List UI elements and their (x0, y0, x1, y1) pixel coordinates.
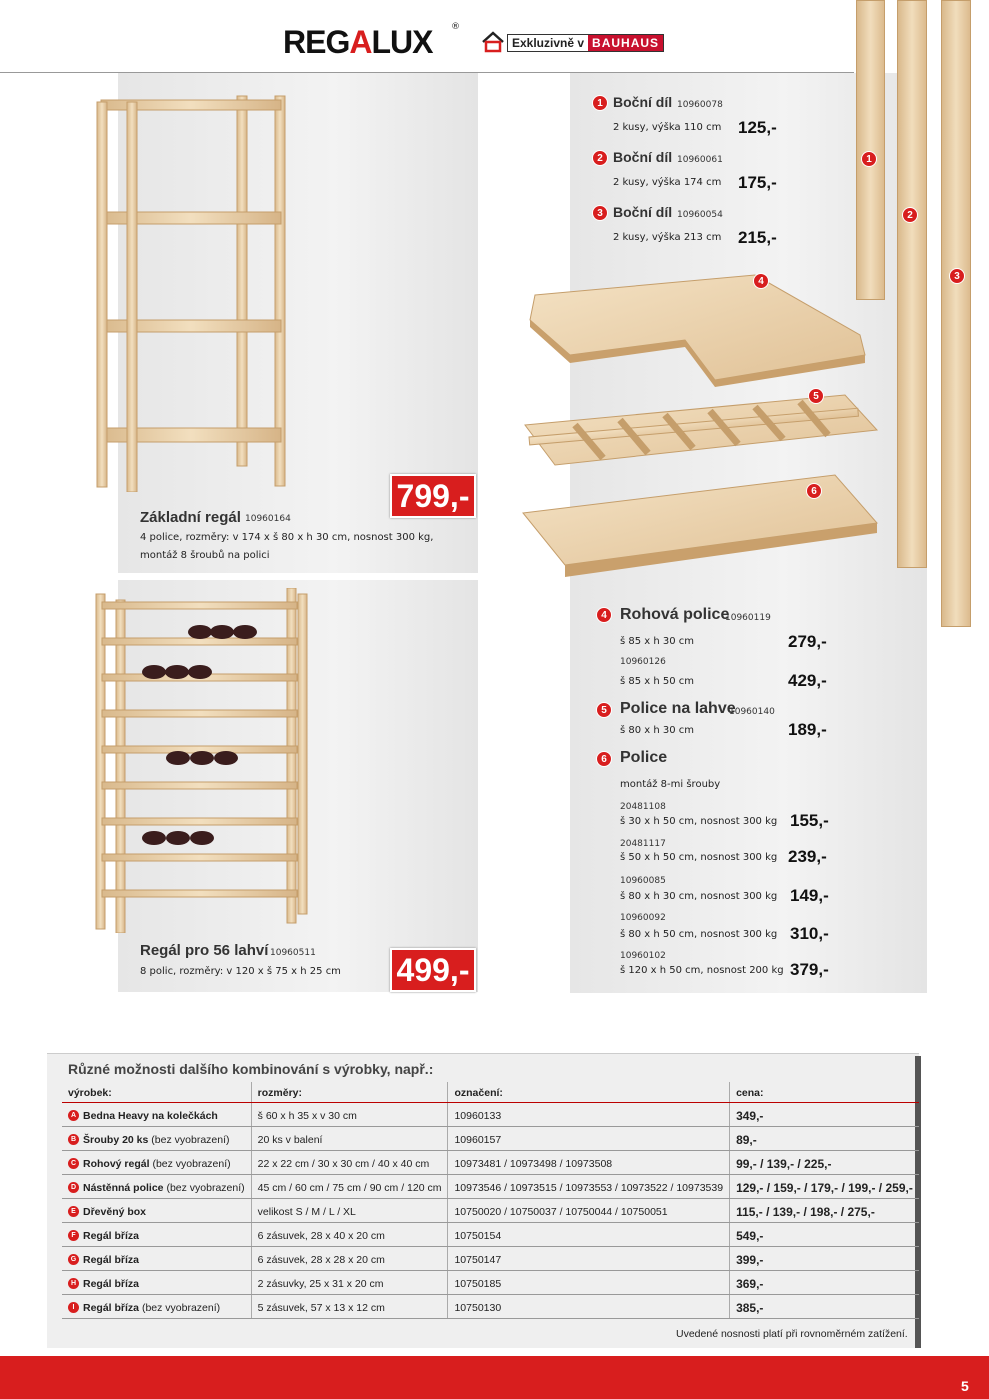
wine-rack-name: Regál pro 56 lahví (140, 942, 269, 959)
marker-2-icon: 2 (592, 150, 608, 166)
wine-rack-code: 10960511 (270, 948, 316, 958)
bottle-shelf-name: Police na lahve (620, 700, 736, 717)
price-cell: 89,- (730, 1127, 919, 1151)
basic-shelf-desc-1: 4 police, rozměry: v 174 x š 80 x h 30 cm, nosnost 300 kg, (140, 532, 434, 543)
product-name: Regál bříza (83, 1301, 140, 1314)
code-cell: 10750020 / 10750037 / 10750044 / 10750051 (448, 1199, 730, 1223)
product-cell (62, 1151, 251, 1175)
product-extra: (bez vyobrazení) (141, 1301, 221, 1314)
basic-shelf-name: Základní regál (140, 509, 241, 526)
wine-rack-image (92, 588, 310, 933)
page-number: 5 (961, 1378, 969, 1394)
row-letter-icon: F (68, 1230, 79, 1241)
price-cell: 349,- (730, 1103, 919, 1127)
shelf-item-desc: š 50 x h 50 cm, nosnost 300 kg (620, 852, 778, 863)
shelf-item-desc: š 80 x h 30 cm, nosnost 300 kg (620, 891, 778, 902)
corner-shelf-name: Rohová police (620, 606, 730, 623)
code-cell: 10750154 (448, 1223, 730, 1247)
row-letter-icon: A (68, 1110, 79, 1121)
corner-shelf-marker-icon: 4 (596, 607, 612, 623)
corner-shelf-dim-2: š 85 x h 50 cm (620, 676, 695, 687)
col-header: výrobek: (62, 1082, 251, 1103)
row-letter-icon: G (68, 1254, 79, 1265)
code-cell: 10973546 / 10973515 / 10973553 / 10973522 / 10973539 (448, 1175, 730, 1199)
side-part-2-price: 175,- (738, 173, 777, 192)
side-part-3-desc: 2 kusy, výška 213 cm (613, 232, 722, 243)
side-part-plank-2 (897, 0, 927, 568)
side-part-1-price: 125,- (738, 118, 777, 137)
product-cell (62, 1199, 251, 1223)
side-part-2-desc: 2 kusy, výška 174 cm (613, 177, 722, 188)
product-cell (62, 1247, 251, 1271)
product-name: Šrouby 20 ks (83, 1133, 149, 1146)
shelf-mount: montáž 8-mi šrouby (620, 779, 721, 790)
shelf-item-code: 10960092 (620, 913, 666, 923)
exclusive-badge: Exkluzivně v BAUHAUS (507, 34, 664, 52)
product-name: Nástěnná police (83, 1181, 164, 1194)
plank-marker-2-icon: 2 (902, 207, 918, 223)
corner-shelf-code: 10960119 (725, 613, 771, 623)
corner-shelf-code-2: 10960126 (620, 657, 666, 667)
row-letter-icon: I (68, 1302, 79, 1313)
side-part-1-desc: 2 kusy, výška 110 cm (613, 122, 722, 133)
shelf-item-price: 379,- (790, 960, 829, 979)
table-row (62, 1295, 919, 1319)
product-cell (62, 1127, 251, 1151)
shelf-item-code: 20481117 (620, 839, 666, 849)
shelf-marker-4-icon: 4 (753, 273, 769, 289)
marker-3-icon: 3 (592, 205, 608, 221)
side-part-plank-1 (856, 0, 885, 300)
col-header: cena: (730, 1082, 919, 1103)
basic-shelf-price: 799,- (390, 474, 476, 518)
table-row (62, 1175, 919, 1199)
bottle-shelf-code: 10960140 (729, 707, 775, 717)
dimensions-cell: velikost S / M / L / XL (251, 1199, 448, 1223)
side-part-1-name: Boční díl (613, 94, 673, 110)
product-cell (62, 1295, 251, 1319)
col-header: rozměry: (251, 1082, 448, 1103)
side-part-1-code: 10960078 (677, 100, 723, 110)
wine-rack-price: 499,- (390, 948, 476, 992)
shelf-item-desc: š 80 x h 50 cm, nosnost 300 kg (620, 929, 778, 940)
row-letter-icon: C (68, 1158, 79, 1169)
basic-shelf-image (95, 92, 290, 492)
shelf-name: Police (620, 749, 668, 766)
shelf-item-price: 310,- (790, 924, 829, 943)
shelf-marker-5-icon: 5 (808, 388, 824, 404)
product-extra: (bez vyobrazení) (152, 1157, 231, 1170)
shelf-item-price: 239,- (788, 847, 827, 866)
side-part-2-name: Boční díl (613, 149, 673, 165)
corner-shelf-price-1: 279,- (788, 632, 827, 651)
combination-title: Různé možnosti dalšího kombinování s výrobky, např.: (68, 1061, 434, 1077)
product-extra: (bez vyobrazení) (151, 1133, 230, 1146)
product-name: Rohový regál (83, 1157, 150, 1170)
table-row (62, 1247, 919, 1271)
price-cell: 399,- (730, 1247, 919, 1271)
shelf-illustrations (515, 265, 885, 600)
side-part-plank-3 (941, 0, 971, 627)
product-name: Regál bříza (83, 1229, 140, 1242)
product-name: Regál bříza (83, 1253, 140, 1266)
combination-table (62, 1082, 919, 1319)
bottle-shelf-price: 189,- (788, 720, 827, 739)
marker-1-icon: 1 (592, 95, 608, 111)
table-row (62, 1199, 919, 1223)
product-name: Dřevěný box (83, 1205, 147, 1218)
dimensions-cell: 5 zásuvek, 57 x 13 x 12 cm (251, 1295, 448, 1319)
code-cell: 10960157 (448, 1127, 730, 1151)
dimensions-cell: 22 x 22 cm / 30 x 30 cm / 40 x 40 cm (251, 1151, 448, 1175)
price-cell: 369,- (730, 1271, 919, 1295)
plank-marker-3-icon: 3 (949, 268, 965, 284)
shelf-item-desc: š 120 x h 50 cm, nosnost 200 kg (620, 965, 784, 976)
price-cell: 115,- / 139,- / 198,- / 275,- (730, 1199, 919, 1223)
bottle-shelf-marker-icon: 5 (596, 702, 612, 718)
side-part-3-price: 215,- (738, 228, 777, 247)
product-cell (62, 1103, 251, 1127)
corner-shelf-dim-1: š 85 x h 30 cm (620, 636, 695, 647)
product-name: Regál bříza (83, 1277, 140, 1290)
shelf-item-code: 10960085 (620, 876, 666, 886)
plank-marker-1-icon: 1 (861, 151, 877, 167)
table-row (62, 1271, 919, 1295)
dimensions-cell: 20 ks v balení (251, 1127, 448, 1151)
dimensions-cell: 6 zásuvek, 28 x 28 x 20 cm (251, 1247, 448, 1271)
table-row (62, 1127, 919, 1151)
product-name: Bedna Heavy na kolečkách (83, 1109, 218, 1122)
product-cell (62, 1175, 251, 1199)
corner-shelf-price-2: 429,- (788, 671, 827, 690)
dimensions-cell: 2 zásuvky, 25 x 31 x 20 cm (251, 1271, 448, 1295)
table-row (62, 1151, 919, 1175)
basic-shelf-desc-2: montáž 8 šroubů na polici (140, 550, 270, 561)
code-cell: 10960133 (448, 1103, 730, 1127)
price-cell: 99,- / 139,- / 225,- (730, 1151, 919, 1175)
side-part-3-name: Boční díl (613, 204, 673, 220)
basic-shelf-code: 10960164 (245, 514, 291, 524)
shelf-item-price: 155,- (790, 811, 829, 830)
shelf-marker-icon: 6 (596, 751, 612, 767)
side-part-3-code: 10960054 (677, 210, 723, 220)
bauhaus-house-icon (481, 30, 505, 58)
wine-rack-desc: 8 polic, rozměry: v 120 x š 75 x h 25 cm (140, 966, 341, 977)
shelf-item-desc: š 30 x h 50 cm, nosnost 300 kg (620, 816, 778, 827)
shelf-item-code: 20481108 (620, 802, 666, 812)
code-cell: 10750147 (448, 1247, 730, 1271)
dimensions-cell: 6 zásuvek, 28 x 40 x 20 cm (251, 1223, 448, 1247)
footer-bar (0, 1356, 989, 1399)
price-cell: 129,- / 159,- / 179,- / 199,- / 259,- (730, 1175, 919, 1199)
bottle-shelf-dim: š 80 x h 30 cm (620, 725, 695, 736)
dimensions-cell: š 60 x h 35 x v 30 cm (251, 1103, 448, 1127)
product-cell (62, 1223, 251, 1247)
dimensions-cell: 45 cm / 60 cm / 75 cm / 90 cm / 120 cm (251, 1175, 448, 1199)
regalux-logo: REGALUX (283, 24, 433, 60)
product-extra: (bez vyobrazení) (166, 1181, 245, 1194)
side-part-2-code: 10960061 (677, 155, 723, 165)
row-letter-icon: B (68, 1134, 79, 1145)
code-cell: 10973481 / 10973498 / 10973508 (448, 1151, 730, 1175)
load-note: Uvedené nosnosti platí při rovnoměrném zatížení. (676, 1328, 908, 1340)
product-cell (62, 1271, 251, 1295)
row-letter-icon: D (68, 1182, 79, 1193)
shelf-item-price: 149,- (790, 886, 829, 905)
code-cell: 10750185 (448, 1271, 730, 1295)
shelf-marker-6-icon: 6 (806, 483, 822, 499)
row-letter-icon: H (68, 1278, 79, 1289)
code-cell: 10750130 (448, 1295, 730, 1319)
price-cell: 549,- (730, 1223, 919, 1247)
shelf-item-code: 10960102 (620, 951, 666, 961)
table-row (62, 1223, 919, 1247)
table-row (62, 1103, 919, 1127)
registered-mark: ® (451, 22, 460, 32)
col-header: označení: (448, 1082, 730, 1103)
table-header-row (62, 1082, 919, 1103)
row-letter-icon: E (68, 1206, 79, 1217)
price-cell: 385,- (730, 1295, 919, 1319)
